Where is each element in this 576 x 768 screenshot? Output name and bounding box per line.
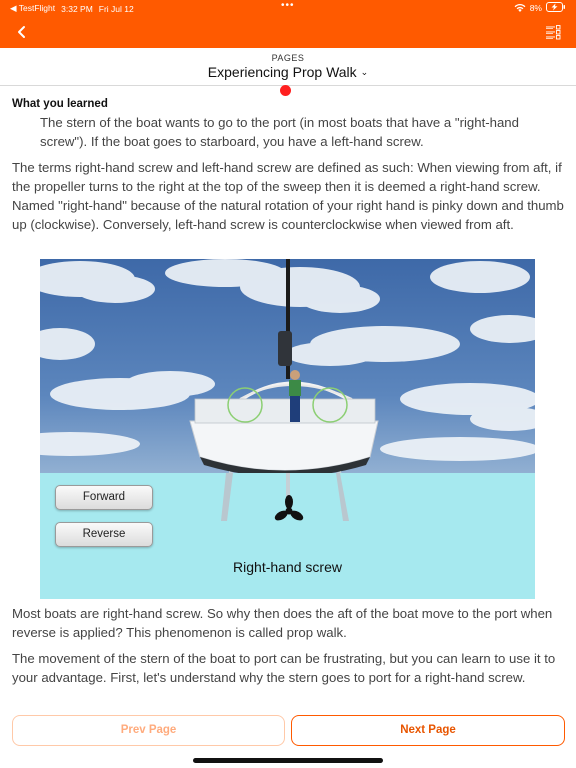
screw-type-caption: Right-hand screw (233, 559, 342, 575)
reverse-button[interactable]: Reverse (55, 522, 153, 547)
status-back-app[interactable]: ◀ TestFlight (10, 3, 56, 13)
multitask-dots[interactable]: ••• (281, 0, 295, 11)
back-button[interactable] (10, 21, 34, 43)
page-selector[interactable] (0, 64, 576, 80)
lesson-content-continued (12, 604, 564, 687)
pages-label: PAGES (271, 53, 305, 63)
paragraph-2: The terms right-hand screw and left-hand screw are defined as such: When viewing from aft, if the propeller turns to the right at the top of the sweep then it is deemed a right-hand screw. Named "right-hand" because of the natural rotation of your right hand is pinky down and thumb up (clockwise). Conversely, left-hand screw is counterclockwise when viewed from aft. (12, 160, 564, 232)
page-title: Experiencing Prop Walk (207, 64, 357, 80)
home-indicator[interactable] (193, 758, 383, 763)
paragraph-4: The movement of the stern of the boat to port can be frustrating, but you can learn to use it to your advantage. First, let's understand why the stern goes to port for a right-hand screw. (12, 651, 556, 685)
status-date: Fri Jul 12 (98, 3, 134, 14)
chevron-down-icon: ⌄ (360, 67, 369, 77)
menu-button[interactable] (542, 22, 564, 42)
paragraph-1: The stern of the boat wants to go to the port (in most boats that have a "right-hand screw"). If the boat goes to starboard, you have a left-hand screw. (40, 115, 519, 149)
battery-charging-icon (546, 2, 566, 14)
forward-button[interactable]: Forward (55, 485, 153, 510)
prev-page-button[interactable]: Prev Page (12, 715, 285, 746)
next-page-button[interactable]: Next Page (291, 715, 565, 746)
status-bar (0, 2, 576, 14)
paragraph-3: Most boats are right-hand screw. So why then does the aft of the boat move to the port when reverse is applied? This phenomenon is called prop walk. (12, 606, 553, 640)
boat-illustration (40, 259, 535, 599)
section-title: What you learned (12, 98, 108, 110)
battery-percent: 8% (529, 3, 542, 13)
list-menu-icon (542, 22, 564, 42)
chevron-left-icon (10, 21, 34, 43)
status-time: 3:32 PM (61, 3, 93, 14)
top-bar (0, 0, 576, 48)
pages-header (0, 48, 576, 86)
wifi-icon (514, 3, 526, 14)
lesson-content (12, 96, 564, 234)
progress-indicator-dot (280, 85, 291, 96)
